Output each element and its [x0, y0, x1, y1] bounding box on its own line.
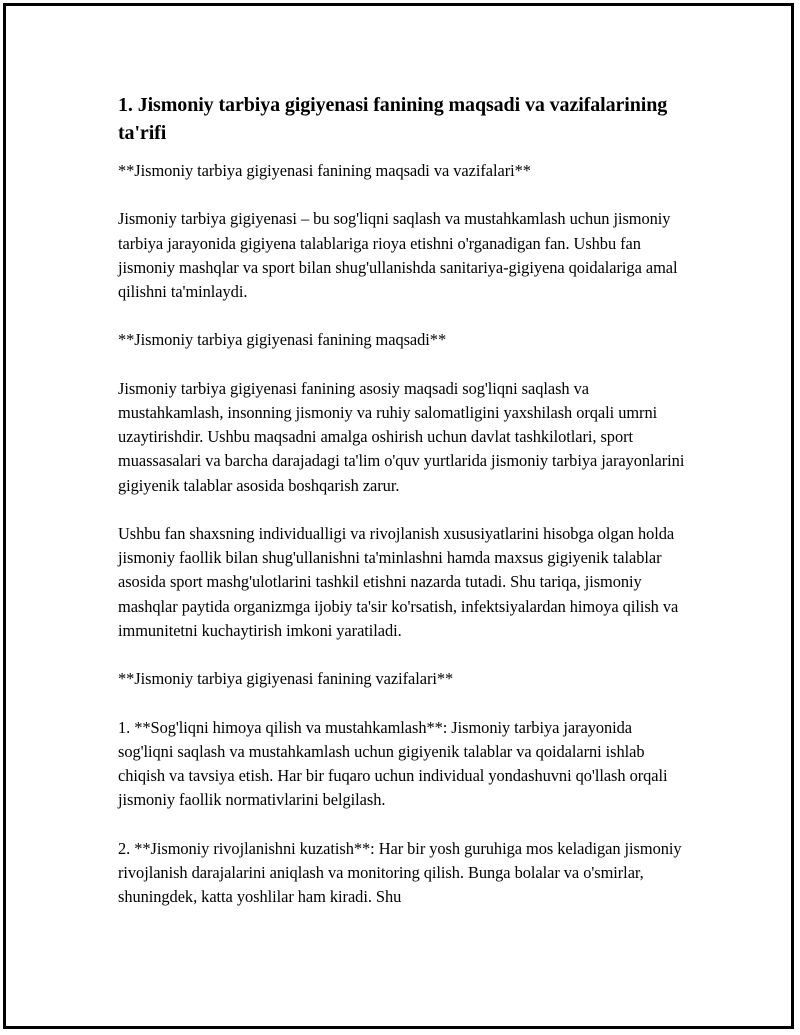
section-heading-tasks: **Jismoniy tarbiya gigiyenasi fanining vazifalari**: [118, 669, 454, 689]
goal-paragraph: Jismoniy tarbiya gigiyenasi fanining asosiy maqsadi sog'liqni saqlash va mustahkamlash, insonning jismoniy va ruhiy salomatligini yaxshilash orqali umrni uzaytirishdir. Ushbu maqsadni amalga oshirish uchun davlat tashkilotlari, sport muassasalari va barcha darajadagi ta'lim o'quv yurtlarida jismoniy tarbiya jarayonlarini gigiyenik talablar asosida boshqarish zarur.: [118, 378, 685, 495]
document-content: [118, 91, 688, 933]
task-item-2: 2. **Jismoniy rivojlanishni kuzatish**: Har bir yosh guruhiga mos keladigan jismoniy rivojlanish darajalarini aniqlash va monitoring qilish. Bunga bolalar va o'smirlar, shuningdek, katta yoshlilar ham kiradi. Shu: [118, 838, 682, 906]
section-heading-goal: **Jismoniy tarbiya gigiyenasi fanining maqsadi**: [118, 330, 447, 350]
definition-paragraph: Jismoniy tarbiya gigiyenasi – bu sog'liqni saqlash va mustahkamlash uchun jismoniy tarbiya jarayonida gigiyena talablariga rioya etishni o'rganadigan fan. Ushbu fan jismoniy mashqlar va sport bilan shug'ullanishda sanitariya-gigiyena qoidalariga amal qilishni ta'minlaydi.: [118, 209, 678, 301]
document-title: 1. Jismoniy tarbiya gigiyenasi fanining maqsadi va vazifalarining ta'rifi: [118, 94, 668, 144]
section-heading-goals-and-tasks: **Jismoniy tarbiya gigiyenasi fanining maqsadi va vazifalari**: [118, 161, 531, 180]
task-item-1: 1. **Sog'liqni himoya qilish va mustahkamlash**: Jismoniy tarbiya jarayonida sog'liqni saqlash va mustahkamlash uchun gigiyenik talablar va qoidalarni ishlab chiqish va tavsiya etish. Har bir fuqaro uchun individual yondashuvni qo'llash orqali jismoniy faollik normativlarini belgilash.: [118, 717, 668, 810]
individual-approach-paragraph: Ushbu fan shaxsning individualligi va rivojlanish xususiyatlarini hisobga olgan holda jismoniy faollik bilan shug'ullanishni ta'minlashni hamda maxsus gigiyenik talablar asosida sport mashg'ulotlarini tashkil etishni nazarda tutadi. Shu tariqa, jismoniy mashqlar paytida organizmga ijobiy ta'sir ko'rsatish, infektsiyalardan himoya qilish va immunitetni kuchaytirish imkoni yaratiladi.: [118, 523, 679, 640]
